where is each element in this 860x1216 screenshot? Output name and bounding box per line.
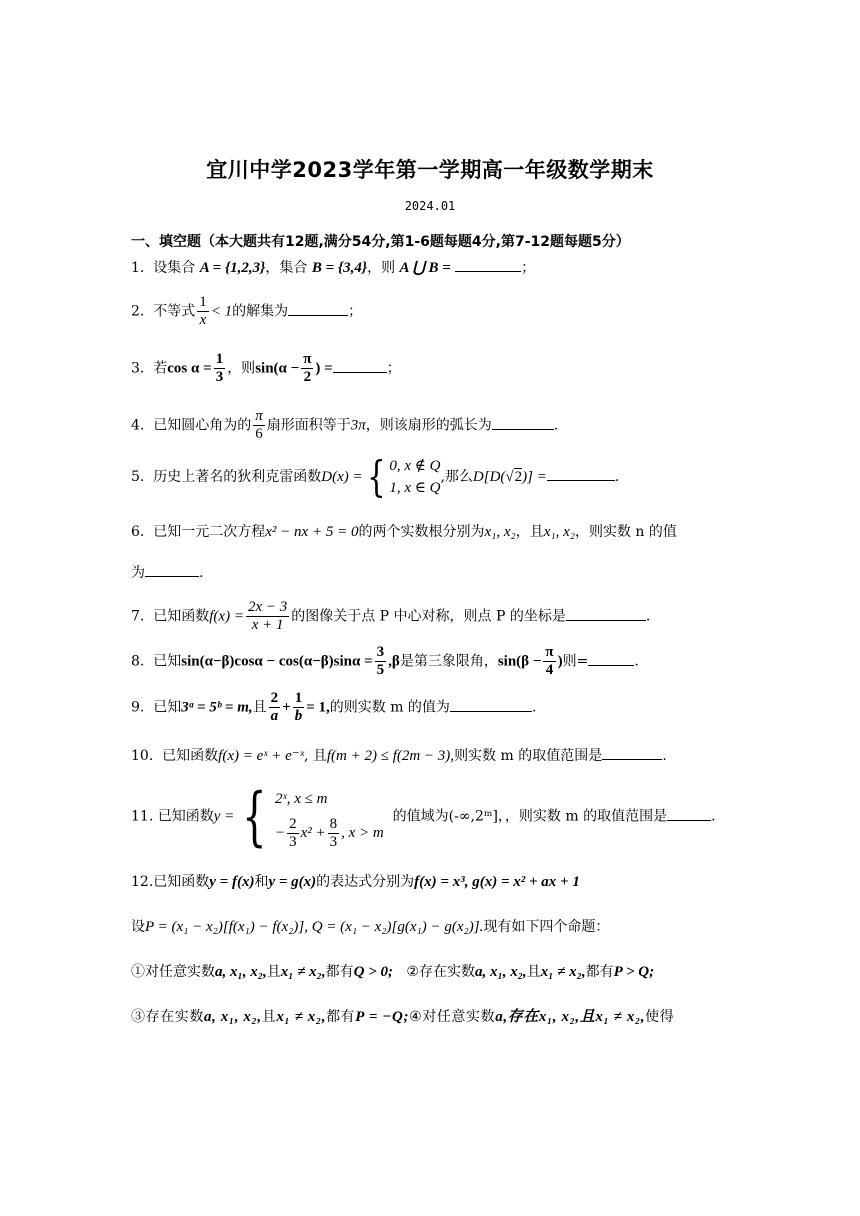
q-text: , 且 [303,748,327,764]
q-number: 2. [131,303,145,320]
answer-blank [492,415,554,430]
math-expression: y = g(x) [268,874,317,890]
math-expression: a, [495,1009,508,1025]
q-text: 的则实数 m 的值为 [329,699,450,716]
q-text: ； [348,303,363,320]
q-text: ； [521,260,536,276]
math-expression: x₁, x₂, [538,1009,580,1025]
q-text: ； [386,360,401,377]
math-expression: 3ᵃ = 5ᵇ = m, [181,699,253,716]
math-expression: ) [557,653,563,670]
q-number: 6. [131,524,145,540]
fraction: $\frac{1}{x}$ [199,294,207,328]
math-expression: x² − nx + 5 = 0 [265,524,359,540]
q-number: 11. [131,808,154,825]
question-3 [131,351,401,386]
math-expression: sin(α−β)cosα − cos(α−β)sinα = [181,653,373,670]
answer-blank [450,697,532,712]
math-expression: P > Q; [613,964,655,980]
math-expression: y = f(x) [209,874,255,890]
q-text: ，则 [227,360,256,377]
math-expression: f(m + 2) ≤ f(2m − 3), [326,748,455,764]
q-text: . [662,748,667,764]
q-number: 12. [131,874,154,890]
math-expression: x₁ ≠ x₂, [595,1009,646,1025]
answer-blank [455,257,521,272]
q-text: 和 [254,874,269,890]
q-text: 且 [266,964,281,980]
math-expression: D[D( [472,469,506,485]
question-8 [131,644,639,679]
q-text: ，集合 [265,260,308,276]
q-text: . [199,565,204,581]
answer-blank [566,606,646,621]
fraction: $\frac{2}{a}$ [270,690,279,724]
q-text: 的图像关于点 P 中心对称，则点 P 的坐标是 [291,608,566,625]
q-text: . [634,653,639,670]
fraction: $\frac{1}{b}$ [294,690,303,724]
answer-blank [588,651,634,666]
question-7 [131,599,650,634]
q-text: ，则该扇形的弧长为 [365,417,492,434]
question-1 [131,257,535,278]
q-text: 的值域为(-∞,2ᵐ]，，则实数 m 的取值范围是 [392,808,668,825]
q-text: 且 [252,699,267,716]
math-expression: P = (x₁ − x₂)[f(x₁) − f(x₂)], Q = (x₁ − x₂)[g(x₁) − g(x₂)]. [145,919,484,935]
q-text: 已知函数 [157,808,214,825]
q-text: 的两个实数根分别为 [358,524,485,540]
question-12-line-3 [131,962,654,982]
q-text: 为 [131,565,145,581]
q-number: 3. [131,360,145,377]
fraction: $\frac{\pi}{6}$ [255,408,263,442]
q-text: 的解集为 [232,303,289,320]
question-12 [131,872,580,892]
math-expression: < 1 [210,303,233,320]
answer-blank [667,806,711,821]
q-text: ①对任意实数 [131,964,215,980]
math-expression: 存在 [507,1009,539,1025]
q-text: 已知函数 [162,748,219,764]
q-text: 使得 [645,1009,675,1025]
answer-blank [602,745,662,760]
q-number: 1. [131,260,145,276]
math-expression: f(x) = x³, g(x) = x² + ax + 1 [414,874,580,890]
math-expression: cos α = [167,360,212,377]
fraction: $\frac{2x - 3}{x + 1}$ [247,599,288,633]
question-4 [131,408,558,443]
q-text: 是第三象限角， [399,653,498,670]
question-2 [131,294,362,329]
q-text: 现有如下四个命题： [483,919,610,935]
q-number: 7. [131,608,145,625]
q-text: ，则 [367,260,396,276]
math-expression: B = {3,4} [311,260,368,276]
q-text: 历史上著名的狄利克雷函数 [153,469,322,485]
q-text: 设集合 [153,260,196,276]
exam-date: 2024.01 [404,199,456,213]
q-text: 则实数 m 的取值范围是 [454,748,603,764]
piecewise-definition: { 0, x ∉ Q 1, x ∈ Q [366,452,441,501]
math-expression: f(x) = eˣ + e⁻ˣ [218,748,304,764]
question-10 [131,745,667,766]
q-text: 扇形面积等于 [266,417,351,434]
q-text: ，则实数 n 的值 [574,524,677,540]
q-text: . [553,417,559,434]
question-5: 5. 历史上著名的狄利克雷函数D(x) = { 0, x ∉ Q 1, x ∈ Q ,那么D[D(√2)] = . [131,452,620,501]
math-expression: = 1, [306,699,330,716]
exam-title: 宜川中学2023学年第一学期高一年级数学期末 [206,158,654,182]
math-expression: P = −Q; [355,1009,410,1025]
q-text: 已知函数 [153,874,210,890]
q-text: 设 [131,919,145,935]
answer-blank [333,358,387,373]
math-expression: x₁ ≠ x₂, [276,1009,327,1025]
math-expression: y = [213,808,235,825]
q-text: 若 [153,360,168,377]
math-expression: x₁, x₂ [484,524,516,540]
math-expression: A ⋃ B = [399,260,451,276]
piecewise-definition: { 2ˣ, x ≤ m − $\frac{2}{3}$ x² + $\frac{8}{3}$ , x > m [242,779,384,854]
q-number: 10. [131,748,154,764]
q-text: 且 [261,1009,277,1025]
q-number: 8. [131,653,145,670]
question-6-continued [131,562,203,583]
q-text: ，且 [515,524,544,540]
q-text: 不等式 [153,303,196,320]
q-text: 已知一元二次方程 [153,524,266,540]
answer-blank [288,301,348,316]
q-text: 都有 [325,964,354,980]
q-text: 且 [526,964,541,980]
q-text: ③存在实数 [131,1009,204,1025]
q-text: ②存在实数 [406,964,475,980]
math-expression: x₁, x₂ [543,524,575,540]
math-expression: 3π [350,417,366,434]
question-11 [131,779,716,854]
q-text: . [614,469,620,485]
q-text: 都有 [585,964,614,980]
question-6 [131,522,677,542]
q-text: 已知圆心角为的 [153,417,252,434]
q-number: 9. [131,699,145,716]
math-expression: f(x) = [209,608,244,625]
math-expression: x₁ ≠ x₂, [540,964,586,980]
math-expression: A = {1,2,3} [199,260,266,276]
q-text: ,那么 [440,469,473,485]
q-text: 已知 [153,699,182,716]
fraction: $\frac{1}{3}$ [215,351,224,385]
fraction: $\frac{\pi}{2}$ [303,351,312,385]
math-expression: Q > 0; [353,964,394,980]
question-12-line-2 [131,917,609,937]
math-expression: sin(β − [497,653,542,670]
q-text: . [711,808,716,825]
math-expression: sin(α − [255,360,300,377]
q-text: 的表达式分别为 [316,874,415,890]
q-text: . [531,699,537,716]
math-expression: a, x₁, x₂, [474,964,527,980]
math-expression: D(x) = [321,469,363,485]
q-number: 4. [131,417,145,434]
fraction: $\frac{3}{5}$ [376,644,385,678]
math-expression: a, x₁, x₂, [215,964,267,980]
q-text: ④对任意实数 [409,1009,496,1025]
answer-blank [145,562,199,577]
q-text: . [645,608,651,625]
math-expression: ) = [315,360,333,377]
q-number: 5. [131,469,145,485]
math-expression: )] = [522,469,547,485]
q-text: 则= [562,653,589,670]
section-heading: 一、填空题（本大题共有12题,满分54分,第1-6题每题4分,第7-12题每题5分） [131,234,630,250]
question-9 [131,690,536,725]
fraction: $\frac{\pi}{4}$ [545,644,554,678]
math-expression: + [282,699,291,716]
math-expression: a, x₁, x₂, [204,1009,262,1025]
answer-blank [547,466,615,481]
math-expression: x₁ ≠ x₂, [280,964,326,980]
q-text: 已知函数 [153,608,210,625]
q-text: 都有 [326,1009,356,1025]
question-12-line-4 [131,1007,674,1027]
q-text: 已知 [153,653,182,670]
math-expression: 且 [579,1009,596,1025]
math-expression: ,β [388,653,400,670]
sqrt-value: 2 [514,469,523,485]
